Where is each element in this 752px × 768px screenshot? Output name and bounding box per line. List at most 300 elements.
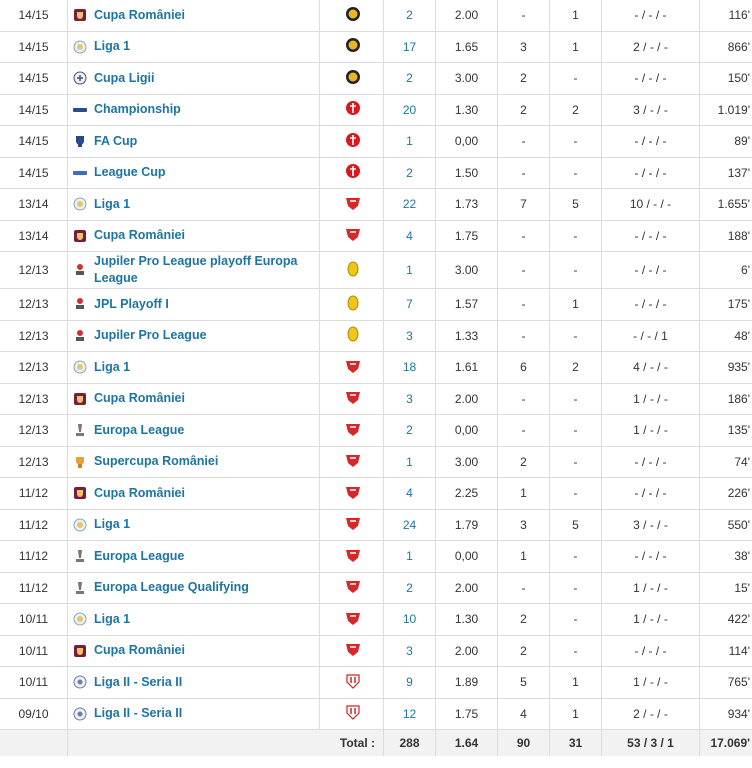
- table-row: [0, 94, 752, 126]
- competition-link[interactable]: Cupa României: [94, 643, 185, 658]
- appearances-link[interactable]: 1: [406, 549, 413, 564]
- assists-cell: -: [550, 635, 602, 667]
- appearances-cell: [384, 352, 436, 384]
- season-cell: 12/13: [0, 252, 68, 289]
- utarad-crest-icon[interactable]: [345, 704, 359, 718]
- club-cell: [320, 126, 384, 158]
- league-cup-icon: [73, 166, 87, 180]
- table-row: [0, 698, 752, 730]
- appearances-cell: [384, 478, 436, 510]
- goals-cell: 2: [498, 604, 550, 636]
- goals-cell: 3: [498, 31, 550, 63]
- competition-link[interactable]: JPL Playoff I: [94, 296, 169, 311]
- cupa-romaniei-icon: [73, 392, 87, 406]
- cupa-romaniei-icon: [73, 229, 87, 243]
- competition-link[interactable]: Cupa României: [94, 228, 185, 243]
- competition-cell: [68, 31, 320, 63]
- lierse-crest-icon[interactable]: [345, 261, 359, 275]
- appearances-cell: [384, 572, 436, 604]
- goals-cell: -: [498, 289, 550, 321]
- table-row: [0, 252, 752, 289]
- assists-cell: 1: [550, 667, 602, 699]
- cards-cell: 1 / - / -: [602, 604, 700, 636]
- table-row: [0, 126, 752, 158]
- club-cell: [320, 320, 384, 352]
- appearances-link[interactable]: 18: [402, 360, 417, 375]
- table-row: [0, 0, 752, 31]
- goals-cell: 1: [498, 478, 550, 510]
- cards-cell: - / - / -: [602, 220, 700, 252]
- minutes-cell: 866': [700, 31, 752, 63]
- appearances-cell: [384, 320, 436, 352]
- club-cell: [320, 541, 384, 573]
- cupa-ligii-icon: [73, 71, 87, 85]
- liga-2-icon: [73, 707, 87, 721]
- dinamo-crest-icon[interactable]: [345, 515, 359, 529]
- competition-link[interactable]: League Cup: [94, 165, 166, 180]
- appearances-cell: [384, 509, 436, 541]
- competition-link[interactable]: Liga 1: [94, 196, 131, 211]
- competition-cell: [68, 478, 320, 510]
- lierse-crest-icon[interactable]: [345, 295, 359, 309]
- season-cell: 14/15: [0, 94, 68, 126]
- appearances-link[interactable]: 22: [402, 197, 417, 212]
- competition-cell: [68, 698, 320, 730]
- minutes-cell: 6': [700, 252, 752, 289]
- charlton-crest-icon[interactable]: [345, 163, 359, 177]
- appearances-cell: [384, 0, 436, 31]
- season-cell: 14/15: [0, 157, 68, 189]
- cards-cell: - / - / -: [602, 0, 700, 31]
- club-cell: [320, 667, 384, 699]
- competition-cell: [68, 352, 320, 384]
- dinamo-crest-icon[interactable]: [345, 484, 359, 498]
- competition-link[interactable]: Europa League: [94, 422, 185, 437]
- season-cell: 13/14: [0, 189, 68, 221]
- minutes-cell: 550': [700, 509, 752, 541]
- minutes-cell: 934': [700, 698, 752, 730]
- goals-cell: -: [498, 157, 550, 189]
- minutes-cell: 765': [700, 667, 752, 699]
- appearances-cell: [384, 635, 436, 667]
- minutes-cell: 226': [700, 478, 752, 510]
- goals-cell: -: [498, 0, 550, 31]
- points-per-match-cell: 1.61: [436, 352, 498, 384]
- points-per-match-cell: 1.75: [436, 698, 498, 730]
- goals-cell: -: [498, 126, 550, 158]
- competition-cell: [68, 667, 320, 699]
- liga-1-icon: [73, 360, 87, 374]
- europa-league-icon: [73, 549, 87, 563]
- competition-link[interactable]: Liga 1: [94, 39, 131, 54]
- competition-link[interactable]: Liga 1: [94, 611, 131, 626]
- points-per-match-cell: 0,00: [436, 415, 498, 447]
- goals-cell: -: [498, 320, 550, 352]
- gold-crest-icon[interactable]: [345, 37, 359, 51]
- points-per-match-cell: 1.73: [436, 189, 498, 221]
- appearances-link[interactable]: 2: [406, 423, 413, 438]
- goals-cell: 5: [498, 667, 550, 699]
- cupa-romaniei-icon: [73, 486, 87, 500]
- points-per-match-cell: 0,00: [436, 541, 498, 573]
- points-per-match-cell: 1.30: [436, 604, 498, 636]
- cards-cell: 3 / - / -: [602, 509, 700, 541]
- table-row: [0, 320, 752, 352]
- club-cell: [320, 604, 384, 636]
- club-cell: [320, 94, 384, 126]
- assists-cell: -: [550, 220, 602, 252]
- appearances-link[interactable]: 24: [402, 517, 417, 532]
- points-per-match-cell: 1.33: [436, 320, 498, 352]
- season-cell: 14/15: [0, 63, 68, 95]
- total-row: [0, 730, 752, 757]
- minutes-cell: 150': [700, 63, 752, 95]
- charlton-crest-icon[interactable]: [345, 132, 359, 146]
- assists-cell: -: [550, 126, 602, 158]
- points-per-match-cell: 3.00: [436, 63, 498, 95]
- minutes-cell: 1.019': [700, 94, 752, 126]
- appearances-link[interactable]: 3: [406, 328, 413, 343]
- appearances-link[interactable]: 10: [402, 612, 417, 627]
- appearances-link[interactable]: 2: [406, 71, 413, 86]
- assists-cell: 5: [550, 509, 602, 541]
- minutes-cell: 935': [700, 352, 752, 384]
- appearances-link[interactable]: 4: [406, 486, 413, 501]
- cards-cell: - / - / -: [602, 635, 700, 667]
- lierse-crest-icon[interactable]: [345, 326, 359, 340]
- competition-link[interactable]: Europa League: [94, 548, 185, 563]
- dinamo-crest-icon[interactable]: [345, 226, 359, 240]
- total-appearances: 288: [384, 730, 436, 757]
- club-cell: [320, 289, 384, 321]
- table-row: [0, 352, 752, 384]
- assists-cell: -: [550, 320, 602, 352]
- club-cell: [320, 478, 384, 510]
- appearances-cell: [384, 63, 436, 95]
- appearances-cell: [384, 189, 436, 221]
- assists-cell: -: [550, 383, 602, 415]
- club-cell: [320, 698, 384, 730]
- cards-cell: - / - / -: [602, 157, 700, 189]
- minutes-cell: 135': [700, 415, 752, 447]
- cards-cell: 1 / - / -: [602, 383, 700, 415]
- liga-1-icon: [73, 518, 87, 532]
- cards-cell: - / - / -: [602, 252, 700, 289]
- supercupa-icon: [73, 455, 87, 469]
- club-cell: [320, 509, 384, 541]
- appearances-link[interactable]: 2: [406, 165, 413, 180]
- dinamo-crest-icon[interactable]: [345, 389, 359, 403]
- club-cell: [320, 252, 384, 289]
- competition-cell: [68, 289, 320, 321]
- goals-cell: 2: [498, 94, 550, 126]
- appearances-cell: [384, 667, 436, 699]
- club-cell: [320, 31, 384, 63]
- gold-crest-icon[interactable]: [345, 6, 359, 20]
- goals-cell: 2: [498, 63, 550, 95]
- competition-cell: [68, 446, 320, 478]
- points-per-match-cell: 2.00: [436, 635, 498, 667]
- club-cell: [320, 383, 384, 415]
- appearances-cell: [384, 289, 436, 321]
- competition-cell: [68, 94, 320, 126]
- cards-cell: - / - / -: [602, 446, 700, 478]
- club-cell: [320, 572, 384, 604]
- appearances-link[interactable]: 1: [406, 263, 413, 277]
- table-row: [0, 383, 752, 415]
- competition-link[interactable]: Cupa României: [94, 7, 185, 22]
- minutes-cell: 89': [700, 126, 752, 158]
- season-cell: 12/13: [0, 320, 68, 352]
- table-row: [0, 289, 752, 321]
- liga-2-icon: [73, 675, 87, 689]
- assists-cell: -: [550, 415, 602, 447]
- liga-1-icon: [73, 40, 87, 54]
- appearances-cell: [384, 446, 436, 478]
- dinamo-crest-icon[interactable]: [345, 610, 359, 624]
- liga-1-icon: [73, 612, 87, 626]
- club-cell: [320, 415, 384, 447]
- appearances-cell: [384, 157, 436, 189]
- appearances-cell: [384, 415, 436, 447]
- gold-crest-icon[interactable]: [345, 69, 359, 83]
- fa-cup-icon: [73, 134, 87, 148]
- minutes-cell: 116': [700, 0, 752, 31]
- season-cell: 12/13: [0, 415, 68, 447]
- europa-league-icon: [73, 423, 87, 437]
- assists-cell: -: [550, 478, 602, 510]
- table-row: [0, 446, 752, 478]
- jupiler-icon: [73, 263, 87, 277]
- appearances-link[interactable]: 1: [406, 454, 413, 469]
- competition-cell: [68, 635, 320, 667]
- table-row: [0, 635, 752, 667]
- appearances-link[interactable]: 1: [406, 134, 413, 149]
- appearances-link[interactable]: 3: [406, 391, 413, 406]
- points-per-match-cell: 1.75: [436, 220, 498, 252]
- competition-cell: [68, 572, 320, 604]
- dinamo-crest-icon[interactable]: [345, 578, 359, 592]
- table-row: [0, 509, 752, 541]
- table-row: [0, 667, 752, 699]
- season-cell: 10/11: [0, 604, 68, 636]
- charlton-crest-icon[interactable]: [345, 100, 359, 114]
- season-cell: 10/11: [0, 635, 68, 667]
- table-row: [0, 157, 752, 189]
- appearances-link[interactable]: 7: [406, 297, 413, 312]
- table-row: [0, 415, 752, 447]
- competition-cell: [68, 220, 320, 252]
- goals-cell: -: [498, 252, 550, 289]
- goals-cell: 4: [498, 698, 550, 730]
- points-per-match-cell: 2.00: [436, 572, 498, 604]
- total-cards: 53 / 3 / 1: [602, 730, 700, 757]
- table-row: [0, 189, 752, 221]
- minutes-cell: 188': [700, 220, 752, 252]
- competition-cell: [68, 252, 320, 289]
- dinamo-crest-icon[interactable]: [345, 358, 359, 372]
- table-row: [0, 220, 752, 252]
- competition-cell: [68, 541, 320, 573]
- dinamo-crest-icon[interactable]: [345, 641, 359, 655]
- appearances-cell: [384, 604, 436, 636]
- cards-cell: - / - / 1: [602, 320, 700, 352]
- dinamo-crest-icon[interactable]: [345, 547, 359, 561]
- goals-cell: 3: [498, 509, 550, 541]
- appearances-cell: [384, 126, 436, 158]
- competition-link[interactable]: Cupa României: [94, 485, 185, 500]
- cards-cell: 2 / - / -: [602, 31, 700, 63]
- competition-link[interactable]: Jupiler Pro League playoff Europa League: [94, 254, 298, 285]
- cards-cell: 3 / - / -: [602, 94, 700, 126]
- competition-link[interactable]: Cupa României: [94, 391, 185, 406]
- assists-cell: -: [550, 572, 602, 604]
- goals-cell: 2: [498, 446, 550, 478]
- competition-link[interactable]: Liga 1: [94, 517, 131, 532]
- jupiler-icon: [73, 297, 87, 311]
- points-per-match-cell: 2.00: [436, 383, 498, 415]
- season-cell: 14/15: [0, 31, 68, 63]
- minutes-cell: 422': [700, 604, 752, 636]
- appearances-link[interactable]: 12: [402, 706, 417, 721]
- table-row: [0, 541, 752, 573]
- competition-cell: [68, 320, 320, 352]
- dinamo-crest-icon[interactable]: [345, 195, 359, 209]
- competition-link[interactable]: Jupiler Pro League: [94, 328, 207, 343]
- assists-cell: 1: [550, 289, 602, 321]
- season-cell: 12/13: [0, 383, 68, 415]
- club-cell: [320, 352, 384, 384]
- goals-cell: 6: [498, 352, 550, 384]
- appearances-cell: [384, 31, 436, 63]
- assists-cell: -: [550, 63, 602, 95]
- competition-link[interactable]: Liga II - Seria II: [94, 674, 183, 689]
- total-assists: 31: [550, 730, 602, 757]
- liga-1-icon: [73, 197, 87, 211]
- cards-cell: 1 / - / -: [602, 415, 700, 447]
- minutes-cell: 38': [700, 541, 752, 573]
- competition-link[interactable]: Liga 1: [94, 359, 131, 374]
- points-per-match-cell: 1.30: [436, 94, 498, 126]
- appearances-link[interactable]: 4: [406, 228, 413, 243]
- club-cell: [320, 446, 384, 478]
- points-per-match-cell: 2.25: [436, 478, 498, 510]
- season-cell: 11/12: [0, 509, 68, 541]
- season-cell: 14/15: [0, 126, 68, 158]
- total-label: Total :: [68, 730, 384, 757]
- assists-cell: 2: [550, 352, 602, 384]
- assists-cell: -: [550, 252, 602, 289]
- assists-cell: -: [550, 446, 602, 478]
- competition-cell: [68, 126, 320, 158]
- appearances-cell: [384, 252, 436, 289]
- competition-cell: [68, 63, 320, 95]
- minutes-cell: 1.655': [700, 189, 752, 221]
- assists-cell: 1: [550, 0, 602, 31]
- goals-cell: -: [498, 572, 550, 604]
- table-row: [0, 604, 752, 636]
- season-cell: 12/13: [0, 446, 68, 478]
- cards-cell: - / - / -: [602, 126, 700, 158]
- season-cell: 12/13: [0, 352, 68, 384]
- cards-cell: - / - / -: [602, 541, 700, 573]
- goals-cell: 7: [498, 189, 550, 221]
- cards-cell: 4 / - / -: [602, 352, 700, 384]
- appearances-link[interactable]: 20: [402, 102, 417, 117]
- appearances-link[interactable]: 9: [406, 675, 413, 690]
- total-goals: 90: [498, 730, 550, 757]
- competition-cell: [68, 509, 320, 541]
- table-row: [0, 63, 752, 95]
- club-cell: [320, 0, 384, 31]
- europa-league-icon: [73, 581, 87, 595]
- competition-cell: [68, 383, 320, 415]
- minutes-cell: 137': [700, 157, 752, 189]
- total-spacer: [0, 730, 68, 757]
- cards-cell: 1 / - / -: [602, 667, 700, 699]
- total-minutes: 17.069': [700, 730, 752, 757]
- assists-cell: 5: [550, 189, 602, 221]
- competition-link[interactable]: FA Cup: [94, 133, 138, 148]
- assists-cell: -: [550, 604, 602, 636]
- appearances-link[interactable]: 17: [402, 39, 417, 54]
- cards-cell: 2 / - / -: [602, 698, 700, 730]
- appearances-cell: [384, 541, 436, 573]
- season-cell: 14/15: [0, 0, 68, 31]
- club-cell: [320, 63, 384, 95]
- minutes-cell: 15': [700, 572, 752, 604]
- season-cell: 09/10: [0, 698, 68, 730]
- appearances-link[interactable]: 3: [406, 643, 413, 658]
- club-cell: [320, 189, 384, 221]
- appearances-link[interactable]: 2: [406, 580, 413, 595]
- cards-cell: 10 / - / -: [602, 189, 700, 221]
- points-per-match-cell: 1.65: [436, 31, 498, 63]
- points-per-match-cell: 1.89: [436, 667, 498, 699]
- championship-icon: [73, 103, 87, 117]
- appearances-cell: [384, 220, 436, 252]
- utarad-crest-icon[interactable]: [345, 673, 359, 687]
- points-per-match-cell: 2.00: [436, 0, 498, 31]
- competition-link[interactable]: Liga II - Seria II: [94, 706, 183, 721]
- season-cell: 10/11: [0, 667, 68, 699]
- goals-cell: -: [498, 415, 550, 447]
- competition-link[interactable]: Championship: [94, 102, 181, 117]
- goals-cell: -: [498, 220, 550, 252]
- competition-link[interactable]: Cupa Ligii: [94, 70, 155, 85]
- cupa-romaniei-icon: [73, 644, 87, 658]
- table-row: [0, 572, 752, 604]
- season-cell: 12/13: [0, 289, 68, 321]
- season-cell: 13/14: [0, 220, 68, 252]
- assists-cell: 1: [550, 698, 602, 730]
- cards-cell: - / - / -: [602, 289, 700, 321]
- points-per-match-cell: 0,00: [436, 126, 498, 158]
- dinamo-crest-icon[interactable]: [345, 452, 359, 466]
- points-per-match-cell: 3.00: [436, 446, 498, 478]
- competition-cell: [68, 0, 320, 31]
- competition-cell: [68, 604, 320, 636]
- dinamo-crest-icon[interactable]: [345, 421, 359, 435]
- season-cell: 11/12: [0, 478, 68, 510]
- assists-cell: 2: [550, 94, 602, 126]
- competition-link[interactable]: Supercupa României: [94, 454, 219, 469]
- points-per-match-cell: 1.50: [436, 157, 498, 189]
- competition-link[interactable]: Europa League Qualifying: [94, 580, 249, 595]
- appearances-link[interactable]: 2: [406, 8, 413, 23]
- goals-cell: 1: [498, 541, 550, 573]
- assists-cell: 1: [550, 31, 602, 63]
